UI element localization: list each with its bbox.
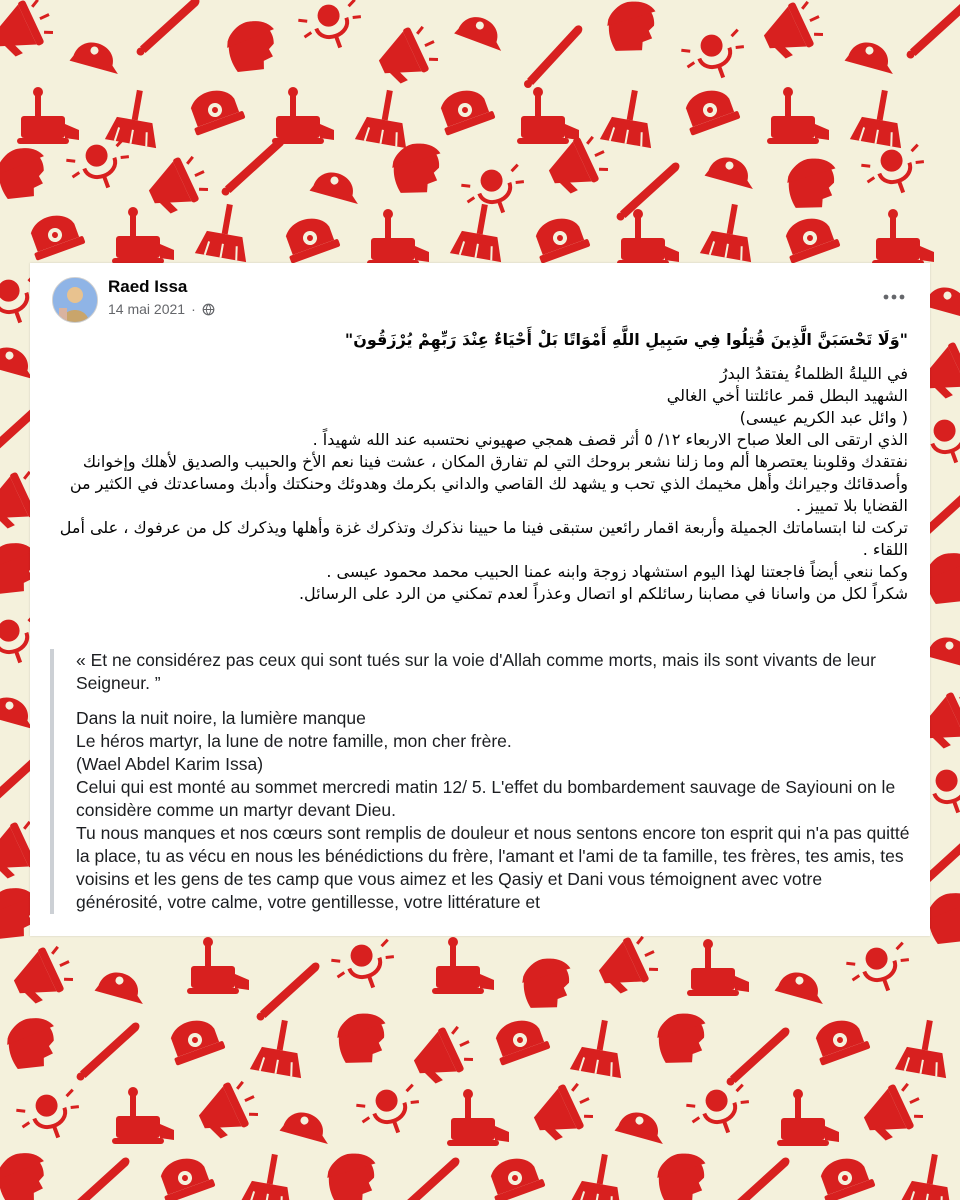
translation-line: Dans la nuit noire, la lumière manque xyxy=(76,708,366,728)
arabic-post-text xyxy=(50,329,908,605)
globe-icon xyxy=(202,303,215,316)
more-options-button[interactable] xyxy=(876,285,912,309)
avatar-photo xyxy=(53,278,97,322)
quran-verse: "وَلَا تَحْسَبَنَّ الَّذِينَ قُتِلُوا فِي سَبِيلِ اللَّهِ أَمْوَاتًا بَلْ أَحْيَاءٌ عِنْدَ رَبِّهِمْ يُرْزَقُونَ" xyxy=(344,330,908,349)
more-dots-icon xyxy=(883,294,905,300)
arabic-line: شكراً لكل من واسانا في مصابنا رسائلكم او اتصال وعذراً لعدم تمكني من الرد على الرسائل. xyxy=(298,584,908,603)
arabic-line: ( وائل عبد الكريم عيسى) xyxy=(739,408,908,427)
translation-line: Celui qui est monté au sommet mercredi matin 12/ 5. L'effet du bombardement sauvage de Sayiouni on le considère comme un martyr devant Dieu. xyxy=(76,777,896,820)
translation-quote: « Et ne considérez pas ceux qui sont tués sur la voie d'Allah comme morts, mais ils sont vivants de leur Seigneur. ” xyxy=(76,650,876,693)
arabic-line: الشهيد البطل قمر عائلتنا أخي الغالي xyxy=(666,386,908,405)
arabic-line: الذي ارتقى الى العلا صباح الاربعاء ١٢/ ٥ أثر قصف همجي صهيوني نحتسبه عند الله شهيداً . xyxy=(312,430,908,449)
avatar[interactable] xyxy=(52,277,98,323)
arabic-line: نفتقدك وقلوبنا يعتصرها ألم وما زلنا نشعر بروحك التي لم تفارق المكان ، عشت فينا نعم الأخ والحبيب والصديق لأهلك وإخوانك وأصدقائك وجيرانك وأهل مخيمك الذي تحب و يشهد لك القاصي والداني بكرمك وهدوئك وحنكتك وأدبك ومساعدتك في الكثير من القضايا بلا تمييز . xyxy=(69,452,908,515)
arabic-line: وكما ننعي أيضاً فاجعتنا لهذا اليوم استشهاد زوجة وابنه عمنا الحبيب محمد محمود عيسى . xyxy=(326,562,908,581)
translation-line: Tu nous manques et nos cœurs sont remplis de douleur et nous sentons encore ton esprit qui n'a pas quitté la place, tu as vécu en nous les bénédictions du frère, l'amant et l'ami de ta famille, tes frères, tes amis, tes voisins et les gens de tes camp que vous aimez et les Qasiy et Dani vous témoignent avec votre générosité, votre calme, votre gentillesse, votre littérature et xyxy=(76,823,910,912)
post-date[interactable]: 14 mai 2021 xyxy=(108,301,186,317)
meta-separator: · xyxy=(191,301,196,317)
translation-line: (Wael Abdel Karim Issa) xyxy=(76,754,264,774)
post-header xyxy=(42,273,918,325)
translation-line: Le héros martyr, la lune de notre famille, mon cher frère. xyxy=(76,731,512,751)
arabic-line: تركت لنا ابتساماتك الجميلة وأربعة اقمار رائعين ستبقى فينا ما حيينا نذكرك وتذكرك غزة وأهلها ويذكرك كل من عرفوك ، على أمل اللقاء . xyxy=(59,518,908,559)
translation-block xyxy=(50,649,912,914)
author-name[interactable]: Raed Issa xyxy=(108,277,188,296)
arabic-line: في الليلةُ الظلماءُ يفتقدُ البدرُ xyxy=(719,364,908,383)
post-meta xyxy=(108,301,215,317)
post-card xyxy=(30,263,930,936)
